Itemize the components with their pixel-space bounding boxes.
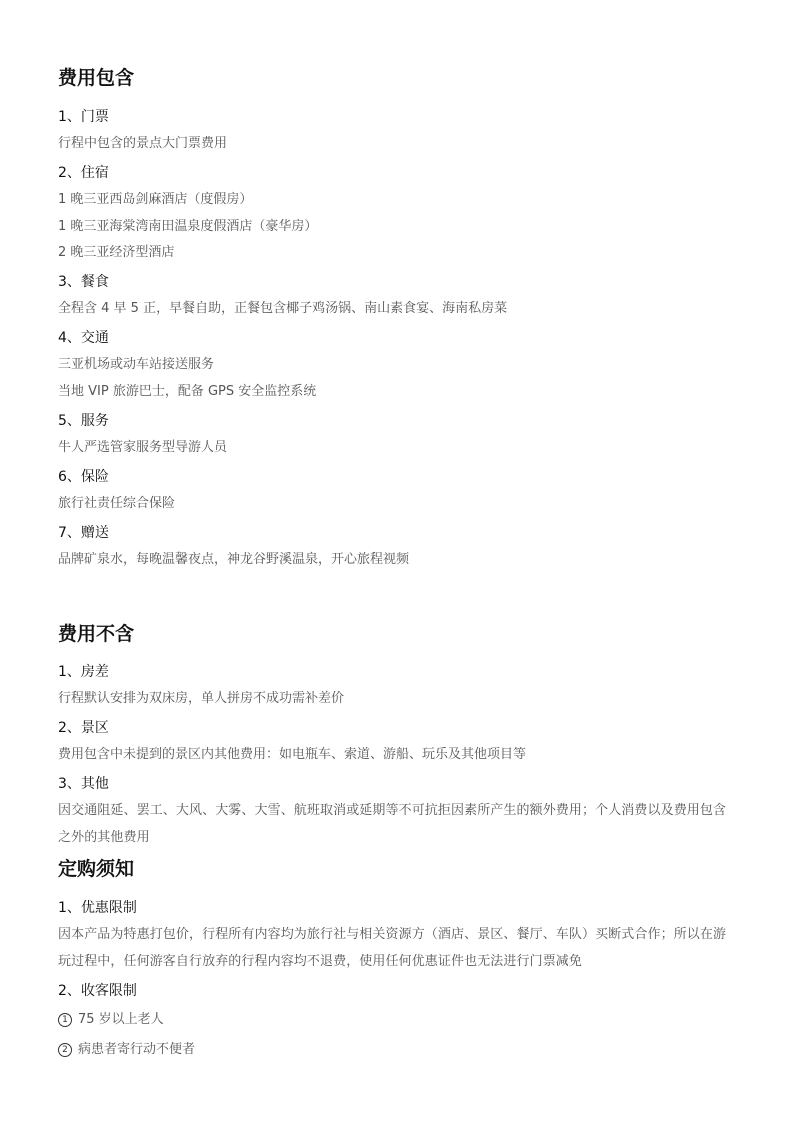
item-heading-guest-limit: 2、收客限制: [58, 983, 137, 999]
item-line: 行程中包含的景点大门票费用: [58, 136, 228, 151]
item-line: 当地 VIP 旅游巴士，配备 GPS 安全监控系统: [58, 384, 317, 399]
circled-number-marker: 1: [58, 1013, 72, 1027]
restriction-item: [58, 1011, 164, 1029]
section-title-excluded: 费用不含: [58, 623, 135, 645]
item-line: 旅行社责任综合保险: [58, 496, 176, 511]
item-line: 牛人严选管家服务型导游人员: [58, 440, 228, 455]
item-heading-service: 5、服务: [58, 413, 109, 429]
item-line: 行程默认安排为双床房，单人拼房不成功需补差价: [58, 691, 345, 706]
item-heading-lodging: 2、住宿: [58, 165, 109, 181]
restriction-text: 病患者寄行动不便者: [78, 1042, 196, 1057]
item-line: 1 晚三亚海棠湾南田温泉度假酒店（豪华房）: [58, 219, 318, 234]
restriction-item: [58, 1041, 195, 1059]
item-heading-meals: 3、餐食: [58, 274, 109, 290]
item-line: 费用包含中未提到的景区内其他费用：如电瓶车、索道、游船、玩乐及其他项目等: [58, 747, 527, 762]
item-paragraph: 因本产品为特惠打包价，行程所有内容均为旅行社与相关资源方（酒店、景区、餐厅、车队）买断式合作；所以在游玩过程中，任何游客自行放弃的行程内容均不退费，使用任何优惠证件也无法进行门票减免: [58, 927, 727, 969]
item-heading-other: 3、其他: [58, 776, 109, 792]
item-line: 全程含 4 早 5 正，早餐自助，正餐包含椰子鸡汤锅、南山素食宴、海南私房菜: [58, 301, 508, 316]
item-heading-room-diff: 1、房差: [58, 664, 109, 680]
item-heading-insurance: 6、保险: [58, 469, 109, 485]
section-title-included: 费用包含: [58, 67, 135, 89]
item-heading-gifts: 7、赠送: [58, 525, 109, 541]
item-line: 1 晚三亚西岛剑麻酒店（度假房）: [58, 192, 253, 207]
item-line: 2 晚三亚经济型酒店: [58, 245, 175, 260]
section-title-booking: 定购须知: [58, 858, 135, 880]
circled-number-marker: 2: [58, 1043, 72, 1057]
item-heading-transport: 4、交通: [58, 330, 109, 346]
item-heading-tickets: 1、门票: [58, 109, 109, 125]
restriction-text: 75 岁以上老人: [78, 1012, 164, 1027]
item-paragraph: 因交通阻延、罢工、大风、大雾、大雪、航班取消或延期等不可抗拒因素所产生的额外费用；个人消费以及费用包含之外的其他费用: [58, 803, 727, 845]
item-heading-discount-limit: 1、优惠限制: [58, 900, 137, 916]
item-heading-scenic: 2、景区: [58, 720, 109, 736]
item-line: 品牌矿泉水，每晚温馨夜点，神龙谷野溪温泉，开心旅程视频: [58, 552, 410, 567]
item-line: 三亚机场或动车站接送服务: [58, 357, 215, 372]
